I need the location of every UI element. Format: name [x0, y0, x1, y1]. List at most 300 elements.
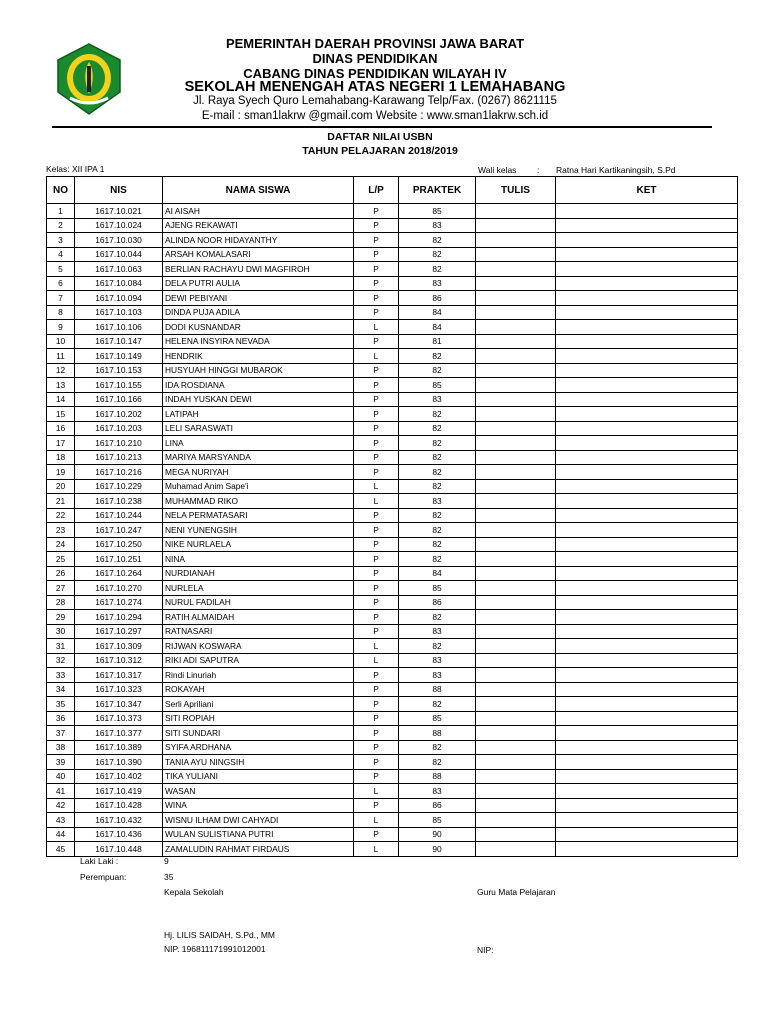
row-no: 34 — [47, 682, 75, 697]
row-student-name: LATIPAH — [163, 407, 354, 422]
row-practical-score: 83 — [399, 624, 476, 639]
row-student-name: Muhamad Anim Sape'i — [163, 479, 354, 494]
row-note — [556, 320, 738, 335]
row-note — [556, 436, 738, 451]
header-government: PEMERINTAH DAERAH PROVINSI JAWA BARAT — [225, 36, 525, 51]
header-dinas: DINAS PENDIDIKAN — [312, 51, 438, 66]
table-row — [47, 697, 738, 712]
row-no: 9 — [47, 320, 75, 335]
row-written-score — [476, 233, 556, 248]
row-student-name: RIJWAN KOSWARA — [163, 639, 354, 654]
row-student-name: HELENA INSYIRA NEVADA — [163, 334, 354, 349]
row-nis: 1617.10.203 — [75, 421, 163, 436]
row-nis: 1617.10.251 — [75, 552, 163, 567]
row-student-name: WINA — [163, 798, 354, 813]
row-written-score — [476, 552, 556, 567]
male-count-label: Laki Laki : — [80, 856, 119, 866]
table-row — [47, 755, 738, 770]
row-nis: 1617.10.244 — [75, 508, 163, 523]
row-practical-score: 83 — [399, 218, 476, 233]
school-emblem-icon — [56, 42, 122, 116]
row-no: 2 — [47, 218, 75, 233]
table-row — [47, 798, 738, 813]
row-note — [556, 262, 738, 277]
principal-name: Hj. LILIS SAIDAH, S.Pd., MM — [164, 930, 276, 940]
row-gender: P — [354, 552, 399, 567]
row-no: 6 — [47, 276, 75, 291]
row-written-score — [476, 595, 556, 610]
row-no: 8 — [47, 305, 75, 320]
row-gender: P — [354, 740, 399, 755]
row-student-name: MEGA NURIYAH — [163, 465, 354, 480]
row-student-name: AI AISAH — [163, 204, 354, 219]
table-row — [47, 233, 738, 248]
row-no: 20 — [47, 479, 75, 494]
row-written-score — [476, 392, 556, 407]
row-written-score — [476, 624, 556, 639]
row-student-name: DELA PUTRI AULIA — [163, 276, 354, 291]
row-student-name: ARSAH KOMALASARI — [163, 247, 354, 262]
row-no: 19 — [47, 465, 75, 480]
row-student-name: NIKE NURLAELA — [163, 537, 354, 552]
male-count-value: 9 — [164, 856, 169, 866]
row-student-name: MUHAMMAD RIKO — [163, 494, 354, 509]
table-row — [47, 842, 738, 857]
row-student-name: DINDA PUJA ADILA — [163, 305, 354, 320]
row-written-score — [476, 697, 556, 712]
table-row — [47, 813, 738, 828]
row-gender: L — [354, 653, 399, 668]
row-note — [556, 726, 738, 741]
row-written-score — [476, 320, 556, 335]
table-row — [47, 827, 738, 842]
row-no: 40 — [47, 769, 75, 784]
header-contact: E-mail : sman1lakrw @gmail.com Website : www.sman1lakrw.sch.id — [201, 110, 549, 122]
table-row — [47, 537, 738, 552]
row-practical-score: 82 — [399, 610, 476, 625]
table-row — [47, 769, 738, 784]
row-note — [556, 392, 738, 407]
row-nis: 1617.10.312 — [75, 653, 163, 668]
row-gender: P — [354, 436, 399, 451]
table-row — [47, 508, 738, 523]
row-written-score — [476, 668, 556, 683]
table-row — [47, 668, 738, 683]
header-cabang: CABANG DINAS PENDIDIKAN WILAYAH IV — [243, 66, 507, 81]
row-no: 7 — [47, 291, 75, 306]
row-gender: P — [354, 218, 399, 233]
row-gender: P — [354, 291, 399, 306]
row-nis: 1617.10.264 — [75, 566, 163, 581]
row-nis: 1617.10.147 — [75, 334, 163, 349]
row-student-name: ROKAYAH — [163, 682, 354, 697]
row-gender: P — [354, 798, 399, 813]
row-no: 14 — [47, 392, 75, 407]
table-row — [47, 436, 738, 451]
table-row — [47, 262, 738, 277]
row-practical-score: 83 — [399, 653, 476, 668]
row-no: 16 — [47, 421, 75, 436]
row-written-score — [476, 711, 556, 726]
row-no: 27 — [47, 581, 75, 596]
row-practical-score: 81 — [399, 334, 476, 349]
row-note — [556, 349, 738, 364]
row-no: 45 — [47, 842, 75, 857]
row-gender: P — [354, 566, 399, 581]
row-note — [556, 291, 738, 306]
row-note — [556, 334, 738, 349]
row-written-score — [476, 827, 556, 842]
row-practical-score: 82 — [399, 349, 476, 364]
row-student-name: INDAH YUSKAN DEWI — [163, 392, 354, 407]
row-student-name: LINA — [163, 436, 354, 451]
row-note — [556, 769, 738, 784]
row-student-name: NINA — [163, 552, 354, 567]
table-row — [47, 610, 738, 625]
row-gender: L — [354, 320, 399, 335]
row-nis: 1617.10.274 — [75, 595, 163, 610]
row-gender: P — [354, 204, 399, 219]
row-written-score — [476, 653, 556, 668]
row-nis: 1617.10.436 — [75, 827, 163, 842]
row-student-name: HENDRIK — [163, 349, 354, 364]
principal-label: Kepala Sekolah — [164, 887, 224, 897]
col-header-gender: L/P — [354, 177, 399, 204]
row-nis: 1617.10.390 — [75, 755, 163, 770]
col-header-nis: NIS — [75, 177, 163, 204]
row-gender: P — [354, 668, 399, 683]
row-nis: 1617.10.428 — [75, 798, 163, 813]
row-practical-score: 82 — [399, 363, 476, 378]
class-label: Kelas: XII IPA 1 — [46, 164, 105, 174]
row-no: 10 — [47, 334, 75, 349]
row-nis: 1617.10.317 — [75, 668, 163, 683]
row-no: 4 — [47, 247, 75, 262]
row-gender: P — [354, 465, 399, 480]
row-practical-score: 82 — [399, 697, 476, 712]
row-gender: L — [354, 639, 399, 654]
row-student-name: IDA ROSDIANA — [163, 378, 354, 393]
row-note — [556, 421, 738, 436]
row-gender: L — [354, 784, 399, 799]
row-gender: P — [354, 262, 399, 277]
row-student-name: MARIYA MARSYANDA — [163, 450, 354, 465]
row-nis: 1617.10.063 — [75, 262, 163, 277]
row-gender: P — [354, 711, 399, 726]
table-row — [47, 218, 738, 233]
row-practical-score: 82 — [399, 407, 476, 422]
row-student-name: NURLELA — [163, 581, 354, 596]
row-written-score — [476, 537, 556, 552]
table-row — [47, 291, 738, 306]
row-written-score — [476, 610, 556, 625]
table-row — [47, 552, 738, 567]
col-header-no: NO — [47, 177, 75, 204]
row-note — [556, 740, 738, 755]
table-row — [47, 349, 738, 364]
row-no: 30 — [47, 624, 75, 639]
document-year: TAHUN PELAJARAN 2018/2019 — [302, 145, 458, 157]
row-practical-score: 85 — [399, 204, 476, 219]
row-nis: 1617.10.210 — [75, 436, 163, 451]
row-student-name: HUSYUAH HINGGI MUBAROK — [163, 363, 354, 378]
row-gender: P — [354, 595, 399, 610]
row-student-name: ALINDA NOOR HIDAYANTHY — [163, 233, 354, 248]
row-nis: 1617.10.309 — [75, 639, 163, 654]
row-note — [556, 494, 738, 509]
row-gender: L — [354, 842, 399, 857]
table-row — [47, 784, 738, 799]
row-note — [556, 465, 738, 480]
homeroom-separator: : — [537, 165, 540, 175]
row-practical-score: 82 — [399, 639, 476, 654]
row-practical-score: 82 — [399, 755, 476, 770]
row-practical-score: 82 — [399, 537, 476, 552]
table-row — [47, 595, 738, 610]
col-header-written: TULIS — [476, 177, 556, 204]
row-note — [556, 827, 738, 842]
row-gender: P — [354, 392, 399, 407]
row-student-name: SITI ROPIAH — [163, 711, 354, 726]
row-gender: P — [354, 305, 399, 320]
row-nis: 1617.10.229 — [75, 479, 163, 494]
row-note — [556, 378, 738, 393]
row-student-name: TANIA AYU NINGSIH — [163, 755, 354, 770]
row-written-score — [476, 798, 556, 813]
row-written-score — [476, 305, 556, 320]
row-practical-score: 85 — [399, 711, 476, 726]
row-written-score — [476, 769, 556, 784]
row-student-name: NENI YUNENGSIH — [163, 523, 354, 538]
row-no: 1 — [47, 204, 75, 219]
row-practical-score: 85 — [399, 813, 476, 828]
homeroom-teacher-name: Ratna Hari Kartikaningsih, S.Pd — [556, 165, 676, 175]
row-no: 41 — [47, 784, 75, 799]
row-gender: L — [354, 479, 399, 494]
row-no: 38 — [47, 740, 75, 755]
row-no: 18 — [47, 450, 75, 465]
row-gender: P — [354, 537, 399, 552]
row-nis: 1617.10.103 — [75, 305, 163, 320]
grades-table — [46, 176, 738, 857]
row-written-score — [476, 494, 556, 509]
row-written-score — [476, 204, 556, 219]
row-note — [556, 552, 738, 567]
row-student-name: LELI SARASWATI — [163, 421, 354, 436]
row-written-score — [476, 407, 556, 422]
row-note — [556, 204, 738, 219]
row-no: 44 — [47, 827, 75, 842]
row-gender: P — [354, 755, 399, 770]
table-row — [47, 276, 738, 291]
table-row — [47, 682, 738, 697]
row-note — [556, 305, 738, 320]
table-row — [47, 305, 738, 320]
row-no: 42 — [47, 798, 75, 813]
row-no: 23 — [47, 523, 75, 538]
row-practical-score: 82 — [399, 233, 476, 248]
row-practical-score: 88 — [399, 726, 476, 741]
table-row — [47, 392, 738, 407]
row-practical-score: 86 — [399, 595, 476, 610]
row-practical-score: 90 — [399, 827, 476, 842]
table-row — [47, 711, 738, 726]
row-student-name: NELA PERMATASARI — [163, 508, 354, 523]
row-written-score — [476, 682, 556, 697]
row-nis: 1617.10.024 — [75, 218, 163, 233]
row-written-score — [476, 349, 556, 364]
row-nis: 1617.10.323 — [75, 682, 163, 697]
row-nis: 1617.10.202 — [75, 407, 163, 422]
row-practical-score: 83 — [399, 276, 476, 291]
table-row — [47, 494, 738, 509]
row-gender: P — [354, 610, 399, 625]
row-practical-score: 82 — [399, 552, 476, 567]
row-practical-score: 83 — [399, 392, 476, 407]
row-student-name: ZAMALUDIN RAHMAT FIRDAUS — [163, 842, 354, 857]
row-no: 31 — [47, 639, 75, 654]
row-nis: 1617.10.153 — [75, 363, 163, 378]
table-row — [47, 378, 738, 393]
row-note — [556, 450, 738, 465]
row-note — [556, 755, 738, 770]
row-note — [556, 610, 738, 625]
row-student-name: AJENG REKAWATI — [163, 218, 354, 233]
row-note — [556, 842, 738, 857]
row-nis: 1617.10.021 — [75, 204, 163, 219]
row-gender: P — [354, 726, 399, 741]
row-no: 26 — [47, 566, 75, 581]
row-practical-score: 88 — [399, 682, 476, 697]
row-no: 25 — [47, 552, 75, 567]
document-title: DAFTAR NILAI USBN — [327, 131, 433, 143]
row-written-score — [476, 639, 556, 654]
principal-nip: NIP. 196811171991012001 — [164, 944, 266, 954]
row-note — [556, 697, 738, 712]
row-gender: L — [354, 494, 399, 509]
row-gender: P — [354, 378, 399, 393]
female-count-label: Perempuan: — [80, 872, 127, 882]
row-gender: P — [354, 421, 399, 436]
row-practical-score: 82 — [399, 523, 476, 538]
row-nis: 1617.10.106 — [75, 320, 163, 335]
header-address: Jl. Raya Syech Quro Lemahabang-Karawang Telp/Fax. (0267) 8621115 — [193, 95, 557, 107]
table-header-row — [47, 177, 738, 204]
row-no: 28 — [47, 595, 75, 610]
row-student-name: WISNU ILHAM DWI CAHYADI — [163, 813, 354, 828]
row-note — [556, 363, 738, 378]
row-student-name: SITI SUNDARI — [163, 726, 354, 741]
row-practical-score: 84 — [399, 566, 476, 581]
row-student-name: DODI KUSNANDAR — [163, 320, 354, 335]
row-student-name: RATIH ALMAIDAH — [163, 610, 354, 625]
row-written-score — [476, 755, 556, 770]
homeroom-label: Wali kelas — [478, 165, 517, 175]
row-note — [556, 276, 738, 291]
row-nis: 1617.10.149 — [75, 349, 163, 364]
row-gender: P — [354, 827, 399, 842]
row-nis: 1617.10.297 — [75, 624, 163, 639]
row-no: 39 — [47, 755, 75, 770]
col-header-practical: PRAKTEK — [399, 177, 476, 204]
col-header-note: KET — [556, 177, 738, 204]
row-nis: 1617.10.373 — [75, 711, 163, 726]
row-written-score — [476, 450, 556, 465]
table-row — [47, 639, 738, 654]
table-row — [47, 740, 738, 755]
row-nis: 1617.10.044 — [75, 247, 163, 262]
table-row — [47, 247, 738, 262]
row-gender: P — [354, 697, 399, 712]
row-practical-score: 86 — [399, 798, 476, 813]
row-nis: 1617.10.030 — [75, 233, 163, 248]
row-student-name: NURDIANAH — [163, 566, 354, 581]
row-nis: 1617.10.094 — [75, 291, 163, 306]
row-nis: 1617.10.448 — [75, 842, 163, 857]
row-nis: 1617.10.377 — [75, 726, 163, 741]
row-note — [556, 581, 738, 596]
row-written-score — [476, 465, 556, 480]
row-student-name: TIKA YULIANI — [163, 769, 354, 784]
row-nis: 1617.10.432 — [75, 813, 163, 828]
row-no: 21 — [47, 494, 75, 509]
row-practical-score: 82 — [399, 262, 476, 277]
row-gender: P — [354, 247, 399, 262]
row-note — [556, 479, 738, 494]
row-note — [556, 711, 738, 726]
row-practical-score: 82 — [399, 740, 476, 755]
row-practical-score: 82 — [399, 450, 476, 465]
row-nis: 1617.10.238 — [75, 494, 163, 509]
row-nis: 1617.10.166 — [75, 392, 163, 407]
row-note — [556, 233, 738, 248]
row-written-score — [476, 334, 556, 349]
row-gender: P — [354, 450, 399, 465]
row-note — [556, 508, 738, 523]
row-no: 36 — [47, 711, 75, 726]
row-no: 33 — [47, 668, 75, 683]
row-practical-score: 82 — [399, 247, 476, 262]
col-header-name: NAMA SISWA — [163, 177, 354, 204]
row-no: 32 — [47, 653, 75, 668]
row-no: 13 — [47, 378, 75, 393]
table-row — [47, 566, 738, 581]
row-note — [556, 407, 738, 422]
row-note — [556, 566, 738, 581]
row-student-name: WULAN SULISTIANA PUTRI — [163, 827, 354, 842]
row-written-score — [476, 262, 556, 277]
row-note — [556, 218, 738, 233]
row-note — [556, 523, 738, 538]
row-practical-score: 82 — [399, 436, 476, 451]
table-row — [47, 653, 738, 668]
table-row — [47, 204, 738, 219]
row-practical-score: 85 — [399, 581, 476, 596]
row-gender: P — [354, 682, 399, 697]
row-note — [556, 784, 738, 799]
row-written-score — [476, 726, 556, 741]
table-row — [47, 334, 738, 349]
row-gender: P — [354, 407, 399, 422]
table-row — [47, 479, 738, 494]
row-written-score — [476, 218, 556, 233]
row-gender: L — [354, 349, 399, 364]
row-nis: 1617.10.216 — [75, 465, 163, 480]
row-nis: 1617.10.347 — [75, 697, 163, 712]
row-written-score — [476, 581, 556, 596]
row-practical-score: 82 — [399, 465, 476, 480]
row-nis: 1617.10.294 — [75, 610, 163, 625]
